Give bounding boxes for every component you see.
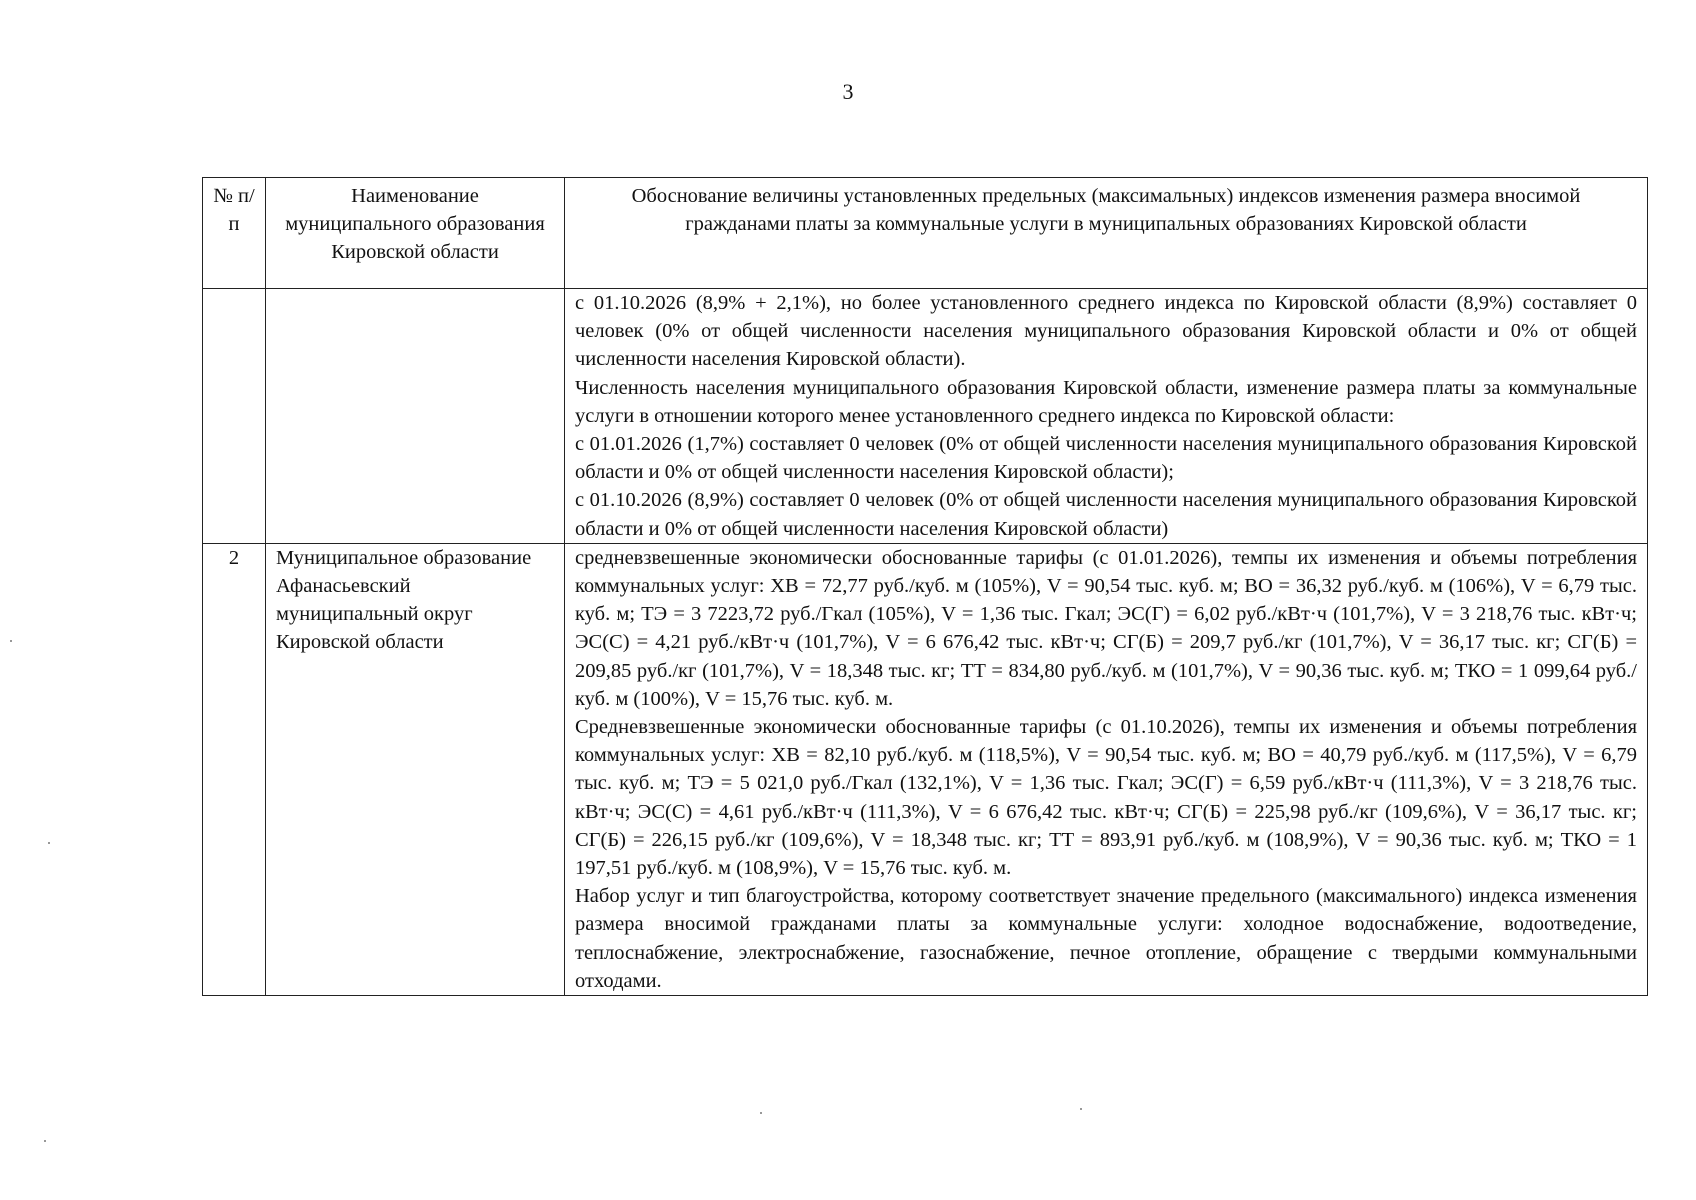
justification-paragraph: с 01.10.2026 (8,9% + 2,1%), но более установленного среднего индекса по Кировской области (8,9%) составляет 0 человек (0% от общей численности населения муниципального образования Кировской области и 0% от общей численности населения Кировской области). <box>575 292 1637 371</box>
scan-speck <box>760 1112 762 1114</box>
justification-paragraph: Численность населения муниципального образования Кировской области, изменение размера платы за коммунальные услуги в отношении которого менее установленного среднего индекса по Кировской области: <box>575 376 1637 427</box>
header-justification-label: Обоснование величины установленных предельных (максимальных) индексов изменения размера вносимой гражданами платы за коммунальные услуги в муниципальных образованиях Кировской области <box>631 185 1581 236</box>
row-number-cell <box>203 543 266 995</box>
row-justification-cell <box>565 543 1648 995</box>
scan-speck <box>48 842 50 844</box>
row-name-cell <box>266 543 565 995</box>
header-number <box>203 178 266 289</box>
justification-paragraph: с 01.10.2026 (8,9%) составляет 0 человек (0% от общей численности населения муниципального образования Кировской области и 0% от общей численности населения Кировской области) <box>575 489 1637 540</box>
header-number-label: № п/п <box>213 185 255 236</box>
table-row <box>203 543 1648 995</box>
table-row <box>203 289 1648 544</box>
page-number: 3 <box>842 79 854 104</box>
row-number-cell <box>203 289 266 544</box>
scan-speck <box>10 640 12 642</box>
justification-paragraph: Средневзвешенные экономически обоснованные тарифы (с 01.10.2026), темпы их изменения и объемы потребления коммунальных услуг: ХВ = 82,10 руб./куб. м (118,5%), V = 90,54 тыс. куб. м; ВО = 40,79 руб./куб. м (117,5%), V = 6,79 тыс. куб. м; ТЭ = 5 021,0 руб./Гкал (132,1%), V = 1,36 тыс. Гкал; ЭС(Г) = 6,59 руб./кВт·ч (111,3%), V = 3 218,76 тыс. кВт·ч; ЭС(С) = 4,61 руб./кВт·ч (111,3%), V = 6 676,42 тыс. кВт·ч; СГ(Б) = 225,98 руб./кг (109,6%), V = 36,17 тыс. кг; СГ(Б) = 226,15 руб./кг (109,6%), V = 18,348 тыс. кг; ТТ = 893,91 руб./куб. м (108,9%), V = 90,36 тыс. куб. м; ТКО = 1 197,51 руб./куб. м (108,9%), V = 15,76 тыс. куб. м. <box>575 716 1637 880</box>
table-header-row <box>203 178 1648 289</box>
justification-paragraph: средневзвешенные экономически обоснованные тарифы (с 01.01.2026), темпы их изменения и объемы потребления коммунальных услуг: ХВ = 72,77 руб./куб. м (105%), V = 90,54 тыс. куб. м; ВО = 36,32 руб./куб. м (106%), V = 6,79 тыс. куб. м; ТЭ = 3 7223,72 руб./Гкал (105%), V = 1,36 тыс. Гкал; ЭС(Г) = 6,02 руб./кВт·ч (101,7%), V = 3 218,76 тыс. кВт·ч; ЭС(С) = 4,21 руб./кВт·ч (101,7%), V = 6 676,42 тыс. кВт·ч; СГ(Б) = 209,7 руб./кг (101,7%), V = 36,17 тыс. кг; СГ(Б) = 209,85 руб./кг (101,7%), V = 18,348 тыс. кг; ТТ = 834,80 руб./куб. м (101,7%), V = 90,36 тыс. куб. м; ТКО = 1 099,64 руб./куб. м (100%), V = 15,76 тыс. куб. м. <box>575 546 1637 710</box>
row-justification-cell <box>565 289 1648 544</box>
header-name-label: Наименование муниципального образования Кировской области <box>285 185 545 264</box>
scan-speck <box>44 1140 46 1142</box>
row-name-cell <box>266 289 565 544</box>
header-justification <box>565 178 1648 289</box>
header-municipality-name <box>266 178 565 289</box>
justification-paragraph: Набор услуг и тип благоустройства, которому соответствует значение предельного (максимального) индекса изменения размера вносимой гражданами платы за коммунальные услуги: холодное водоснабжение, водоотведение, теплоснабжение, электроснабжение, газоснабжение, печное отопление, обращение с твердыми коммунальными отходами. <box>575 885 1637 992</box>
row-number: 2 <box>228 546 240 569</box>
scan-speck <box>1080 1108 1082 1110</box>
justification-paragraph: с 01.01.2026 (1,7%) составляет 0 человек (0% от общей численности населения муниципального образования Кировской области и 0% от общей численности населения Кировской области); <box>575 433 1637 484</box>
municipality-name: Муниципальное образование Афанасьевский муниципальный округ Кировской области <box>276 546 532 654</box>
tariff-justification-table <box>202 177 1648 996</box>
